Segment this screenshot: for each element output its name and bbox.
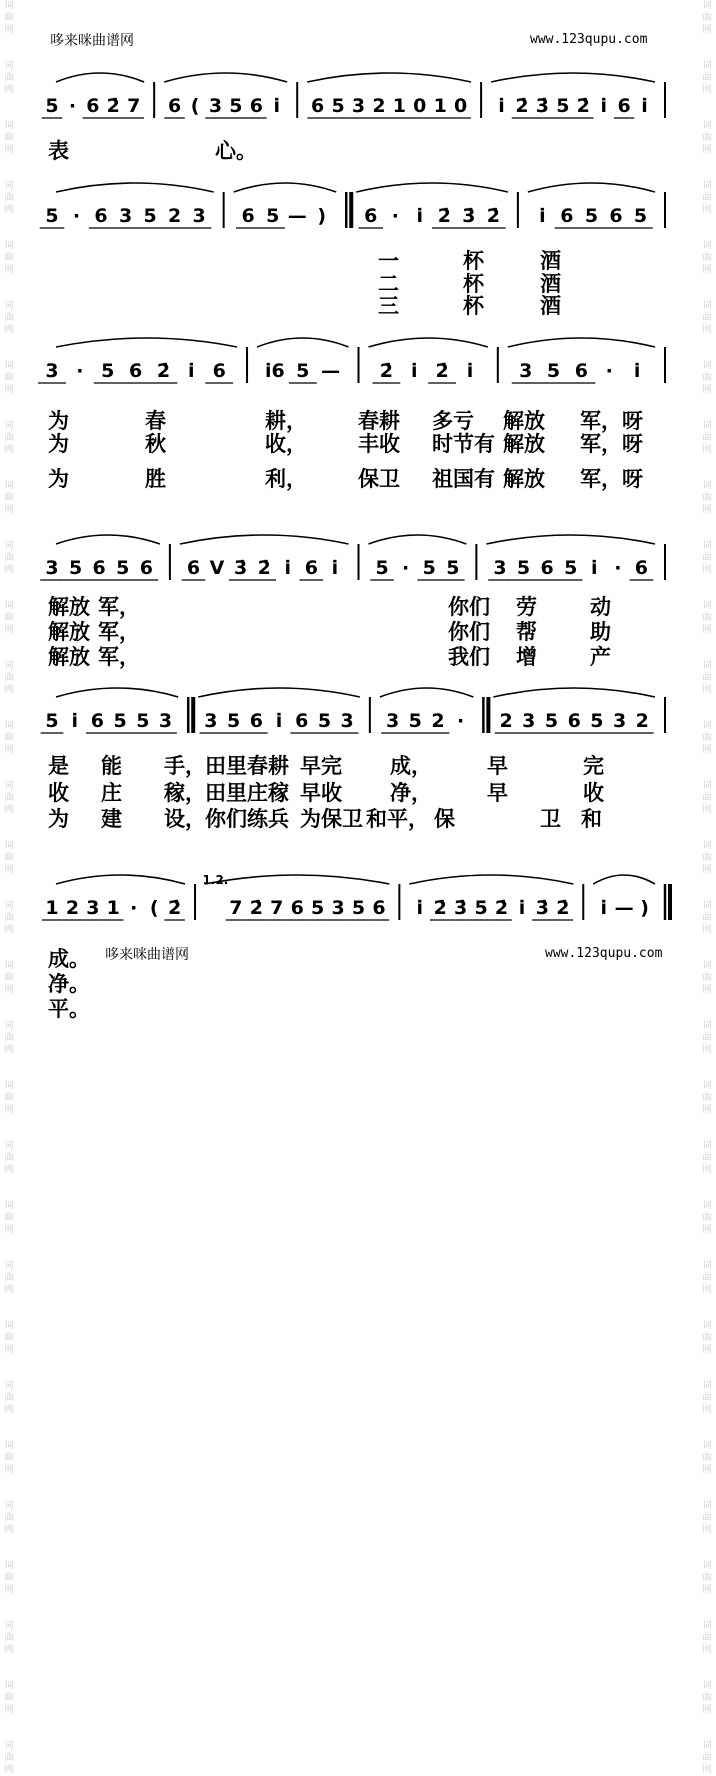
- note: i̇6: [265, 360, 285, 382]
- note: 6: [290, 897, 304, 919]
- lyric-word: 能: [101, 753, 122, 778]
- note: 2: [372, 95, 386, 117]
- note: 3̇: [462, 205, 476, 227]
- note: 2: [167, 205, 182, 227]
- note: 5: [317, 710, 332, 732]
- note: 6: [311, 95, 325, 117]
- lyric-word: 净。: [48, 971, 90, 996]
- note: 5: [296, 360, 310, 382]
- note: 1: [433, 95, 447, 117]
- note: 6: [295, 710, 309, 732]
- note: i̇: [331, 557, 339, 579]
- note: (: [190, 95, 200, 117]
- note: 3: [158, 710, 173, 732]
- lyric-word: 稼，: [164, 780, 206, 805]
- note: ): [317, 205, 327, 227]
- lyric-word: 净，: [390, 780, 432, 805]
- note: 5: [143, 205, 157, 227]
- note: 2̇: [156, 360, 171, 382]
- note: 6: [540, 557, 554, 579]
- note: ·: [72, 205, 81, 227]
- note: 5: [516, 557, 531, 579]
- note: 6: [139, 557, 153, 579]
- note: 5: [422, 557, 436, 579]
- header-site-url: www.123qupu.com: [530, 32, 648, 47]
- note: 6: [249, 710, 263, 732]
- note: 3: [522, 710, 536, 732]
- lyric-word: 解放: [503, 408, 545, 433]
- lyric-word: 为: [48, 431, 69, 456]
- lyric-word: 田里庄稼: [205, 780, 289, 805]
- note: i̇: [416, 205, 424, 227]
- note: ·: [76, 360, 84, 382]
- note: 5: [633, 205, 648, 227]
- note: 5: [351, 897, 366, 919]
- note: 6: [94, 205, 108, 227]
- note: 3: [519, 360, 533, 382]
- lyric-word: 表: [48, 138, 69, 163]
- slur: [356, 183, 508, 192]
- watermark-right: 词 曲 网 词 曲 网 词 曲 网 词 曲 网 词 曲 网 词 曲 网 词 曲 网 词 曲 网 词 曲 网 词 曲 网 词 曲 网 词 曲 网 词 曲 网 词 曲 网 词 曲 网 词 曲 网 词 曲 网 词 曲 网 词 曲 网 词 曲 网 词 曲 网 词 曲 网 词 曲 网 词 曲 网 词 曲 网 词 曲 网 词 曲 网 词 曲 网 词 曲 网 词 曲 网: [702, 1, 712, 1775]
- note: (: [149, 897, 159, 919]
- lyric-word: 手，: [164, 753, 206, 778]
- lyric-word: 我们: [448, 644, 490, 669]
- note: 5: [375, 557, 389, 579]
- note: ·: [391, 205, 399, 227]
- slur: [369, 535, 467, 544]
- note: 3: [612, 710, 627, 732]
- lyric-word: 杯: [463, 248, 484, 273]
- note: 5: [474, 897, 488, 919]
- slur: [198, 688, 360, 697]
- slur: [56, 338, 237, 347]
- slur: [380, 688, 474, 697]
- lyric-word: 增: [516, 644, 537, 669]
- note: 2: [499, 710, 513, 732]
- note: 6: [249, 95, 263, 117]
- note: 5: [564, 557, 578, 579]
- slur: [593, 875, 655, 884]
- lyric-word: 时节有: [432, 431, 495, 456]
- lyric-word: 收，: [265, 431, 307, 456]
- footer-site-name: 哆来咪曲谱网: [105, 947, 189, 963]
- note: 5: [584, 205, 599, 227]
- lyric-word: 杯: [463, 271, 484, 296]
- lyric-word: 收: [583, 780, 604, 805]
- note: i̇: [591, 557, 598, 579]
- note: 3: [493, 557, 507, 579]
- lyric-word: 多亏: [432, 408, 474, 433]
- note: 5: [45, 95, 59, 117]
- lyric-word: 成。: [48, 946, 90, 971]
- lyric-word: 军，: [98, 619, 140, 644]
- lyric-word: 保卫: [358, 466, 400, 491]
- lyric-word: 解放: [48, 619, 90, 644]
- lyric-word: 帮: [516, 619, 537, 644]
- slur: [56, 73, 144, 82]
- lyric-word: 解放: [48, 594, 90, 619]
- note: 3̇: [454, 897, 468, 919]
- lyric-word: 二: [378, 271, 399, 296]
- note: 1: [392, 95, 406, 117]
- note: 6: [186, 557, 201, 579]
- note: 2: [431, 710, 445, 732]
- lyric-word: 军，: [98, 594, 140, 619]
- lyric-word: 庄: [101, 780, 122, 805]
- note: 6: [86, 95, 100, 117]
- lyric-word: 你们: [448, 594, 490, 619]
- note: 6: [617, 95, 631, 117]
- slur: [56, 688, 178, 697]
- lyric-word: 早收: [300, 780, 342, 805]
- lyric-word: 劳: [516, 594, 537, 619]
- lyric-word: 平。: [48, 996, 90, 1021]
- lyric-word: 为: [48, 806, 69, 831]
- note: 3: [385, 710, 400, 732]
- lyric-word: 早完: [300, 753, 342, 778]
- note: V: [209, 557, 225, 579]
- lyric-word: 和: [581, 806, 602, 831]
- lyric-word: 助: [590, 619, 611, 644]
- note: 2: [65, 897, 80, 919]
- note: 3: [331, 897, 345, 919]
- note: 1.2.: [202, 873, 229, 887]
- note: 2̇: [437, 205, 451, 227]
- lyric-word: 军，呀: [580, 408, 643, 433]
- note: 6: [372, 897, 386, 919]
- note: 2̇: [257, 557, 271, 579]
- note: 2̇: [515, 95, 529, 117]
- note: 6: [241, 205, 255, 227]
- lyric-word: 军，: [98, 644, 140, 669]
- footer-site-url: www.123qupu.com: [545, 946, 663, 961]
- note: ·: [130, 897, 138, 919]
- note: i̇: [600, 897, 607, 919]
- slur: [491, 73, 655, 82]
- note: 5: [546, 360, 561, 382]
- slur: [205, 875, 389, 884]
- note: 5: [556, 95, 570, 117]
- note: 6: [560, 205, 574, 227]
- note: ): [640, 897, 649, 919]
- lyric-word: 早: [487, 780, 508, 805]
- note: ·: [614, 557, 622, 579]
- note: i̇: [410, 360, 418, 382]
- slur: [369, 338, 488, 347]
- lyric-word: 酒: [540, 293, 561, 318]
- lyric-word: 军，呀: [580, 431, 643, 456]
- note: 5: [590, 710, 604, 732]
- lyric-word: 和平，: [366, 806, 429, 831]
- note: 0: [454, 95, 468, 117]
- lyric-word: 你们练兵: [205, 806, 289, 831]
- slur: [164, 73, 287, 82]
- lyric-word: 军，呀: [580, 466, 643, 491]
- note: ·: [68, 95, 77, 117]
- note: ·: [402, 557, 410, 579]
- note: 3: [340, 710, 354, 732]
- lyric-word: 完: [583, 753, 604, 778]
- lyric-word: 心。: [215, 138, 257, 163]
- slur: [56, 875, 185, 884]
- note: 3: [86, 897, 100, 919]
- note: 5: [68, 557, 83, 579]
- note: 5: [45, 710, 59, 732]
- lyric-word: 酒: [540, 248, 561, 273]
- note: i̇: [71, 710, 78, 732]
- lyric-word: 丰收: [358, 431, 400, 456]
- note: 5: [331, 95, 345, 117]
- slur: [180, 535, 349, 544]
- note: 3: [192, 205, 206, 227]
- slur: [486, 535, 655, 544]
- note: 5: [266, 205, 280, 227]
- note: 3: [204, 710, 218, 732]
- note: i̇: [518, 897, 526, 919]
- lyric-word: 春: [145, 408, 166, 433]
- note: 7: [270, 897, 284, 919]
- note: 5: [229, 95, 243, 117]
- note: —: [321, 360, 341, 382]
- note: i̇: [275, 710, 283, 732]
- lyric-word: 利，: [265, 466, 307, 491]
- slur: [528, 183, 655, 192]
- lyric-word: 解放: [503, 466, 545, 491]
- note: i̇: [273, 95, 281, 117]
- note: 6: [364, 205, 378, 227]
- note: 3: [45, 557, 59, 579]
- lyric-word: 早: [487, 753, 508, 778]
- note: 7: [127, 95, 141, 117]
- lyric-word: 胜: [145, 466, 166, 491]
- lyric-word: 杯: [463, 293, 484, 318]
- lyric-word: 你们: [448, 619, 490, 644]
- note: i̇: [416, 897, 424, 919]
- note: i̇: [600, 95, 607, 117]
- note: 5: [408, 710, 422, 732]
- note: 6: [574, 360, 589, 382]
- slur: [409, 875, 573, 884]
- note: i̇: [539, 205, 546, 227]
- slur: [493, 688, 655, 697]
- note: 2̇: [556, 897, 570, 919]
- note: ·: [605, 360, 613, 382]
- note: i̇: [641, 95, 648, 117]
- note: 5: [136, 710, 150, 732]
- note: 5: [45, 205, 59, 227]
- lyric-word: 产: [590, 644, 611, 669]
- lyric-word: 保: [434, 806, 455, 831]
- slur: [56, 183, 214, 192]
- lyric-word: 为保卫: [300, 806, 363, 831]
- note: 2̇: [494, 897, 509, 919]
- note: 2̇: [433, 897, 447, 919]
- note: 5: [311, 897, 325, 919]
- note: 3̇: [233, 557, 248, 579]
- note: 2̇: [435, 360, 449, 382]
- note: 3: [45, 360, 59, 382]
- note: 6: [90, 710, 105, 732]
- note: 6: [167, 95, 182, 117]
- lyric-word: 卫: [540, 806, 561, 831]
- lyric-word: 收: [48, 780, 69, 805]
- watermark-left: 词 曲 网 词 曲 网 词 曲 网 词 曲 网 词 曲 网 词 曲 网 词 曲 网 词 曲 网 词 曲 网 词 曲 网 词 曲 网 词 曲 网 词 曲 网 词 曲 网 词 曲 网 词 曲 网 词 曲 网 词 曲 网 词 曲 网 词 曲 网 词 曲 网 词 曲 网 词 曲 网 词 曲 网 词 曲 网 词 曲 网 词 曲 网 词 曲 网 词 曲 网 词 曲 网: [4, 1, 14, 1775]
- lyric-word: 解放: [503, 431, 545, 456]
- lyric-word: 成，: [390, 753, 432, 778]
- slur: [307, 73, 471, 82]
- lyric-word: 祖国有: [432, 466, 495, 491]
- note: 2̇: [379, 360, 393, 382]
- note: 2̇: [249, 897, 263, 919]
- lyric-word: 动: [590, 594, 611, 619]
- note: 6: [128, 360, 143, 382]
- note: —: [614, 897, 634, 919]
- note: 6: [609, 205, 623, 227]
- lyric-word: 耕，: [265, 408, 307, 433]
- note: 7: [229, 897, 243, 919]
- note: 5: [446, 557, 460, 579]
- note: 1: [106, 897, 120, 919]
- header-site-name: 哆来咪曲谱网: [50, 33, 134, 49]
- lyric-word: 建: [101, 806, 122, 831]
- note: 6: [304, 557, 318, 579]
- lyric-word: 秋: [145, 431, 166, 456]
- note: 5: [116, 557, 130, 579]
- note: 5: [113, 710, 127, 732]
- slur: [257, 338, 348, 347]
- slur: [508, 338, 655, 347]
- lyric-word: 酒: [540, 271, 561, 296]
- lyric-word: 为: [48, 408, 69, 433]
- note: i̇: [284, 557, 292, 579]
- note: i̇: [188, 360, 195, 382]
- note: 5: [101, 360, 115, 382]
- lyric-word: 三: [378, 293, 399, 318]
- slur: [56, 535, 160, 544]
- note: 6: [212, 360, 226, 382]
- note: 3̇: [535, 95, 550, 117]
- note: i̇: [633, 360, 641, 382]
- note: 6: [92, 557, 106, 579]
- note: 2̇: [576, 95, 590, 117]
- note: 3̇: [535, 897, 550, 919]
- note: 2̇: [106, 95, 120, 117]
- note: —: [287, 205, 307, 227]
- slur: [234, 183, 337, 192]
- note: i̇: [466, 360, 474, 382]
- lyric-word: 解放: [48, 644, 90, 669]
- note: 3: [208, 95, 223, 117]
- note: 6: [634, 557, 649, 579]
- lyric-word: 设，: [164, 806, 206, 831]
- note: 1: [45, 897, 59, 919]
- note: 3: [351, 95, 366, 117]
- lyric-word: 一: [378, 248, 399, 273]
- note: 5: [227, 710, 241, 732]
- note: 3: [118, 205, 133, 227]
- note: 2: [635, 710, 649, 732]
- note: i̇: [498, 95, 505, 117]
- lyric-word: 田里春耕: [205, 753, 289, 778]
- note: ·: [457, 710, 465, 732]
- note: 0: [413, 95, 427, 117]
- note: 2̇: [486, 205, 500, 227]
- lyric-word: 春耕: [358, 408, 400, 433]
- note: 6: [567, 710, 581, 732]
- lyric-word: 为: [48, 466, 69, 491]
- note: 2̇: [167, 897, 182, 919]
- note: 5: [544, 710, 559, 732]
- lyric-word: 是: [48, 753, 69, 778]
